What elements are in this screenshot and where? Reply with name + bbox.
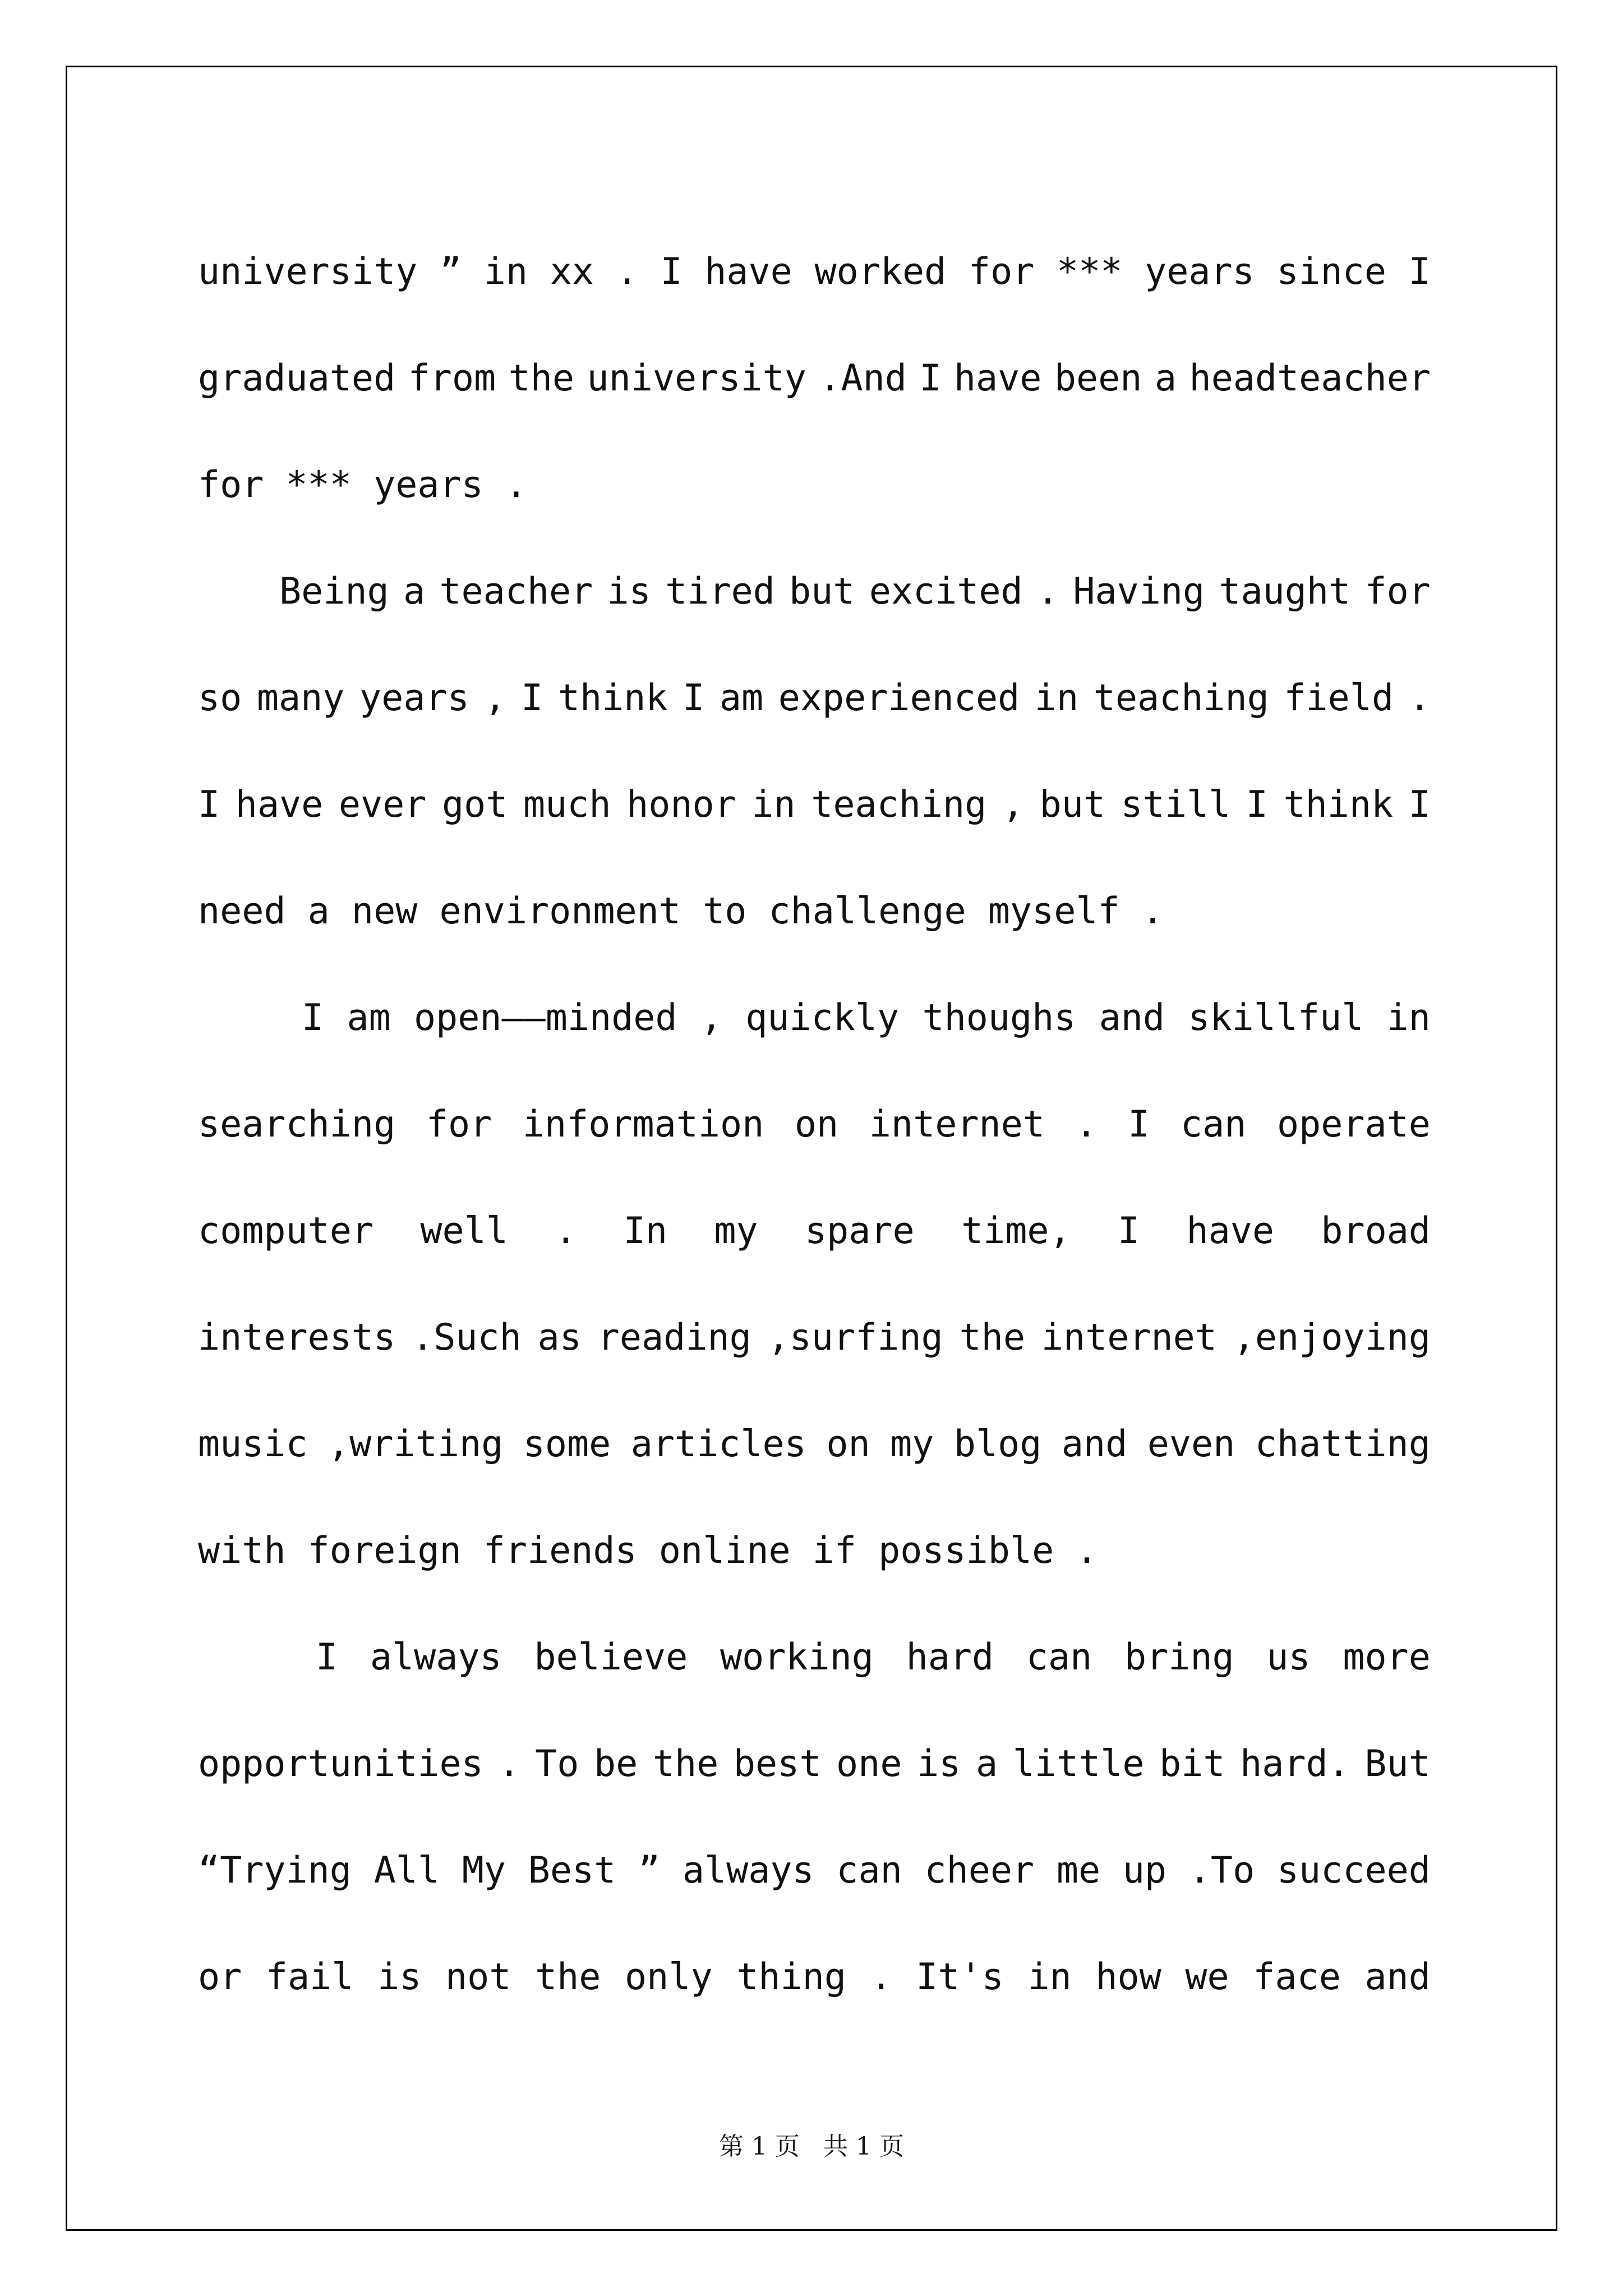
word: ,writing: [328, 1423, 504, 1465]
text-line: [198, 645, 1431, 752]
word: I: [1246, 784, 1268, 826]
word: ***: [1057, 251, 1123, 293]
word: on: [826, 1423, 870, 1465]
word: the: [535, 1956, 601, 1998]
word: the: [652, 1743, 719, 1785]
word: bit: [1159, 1743, 1225, 1785]
word: Having: [1073, 570, 1205, 613]
word: blog: [953, 1423, 1042, 1465]
word: years: [1145, 251, 1255, 293]
text-line: [198, 1711, 1431, 1818]
word: on: [794, 1103, 839, 1145]
text-line: [198, 858, 1431, 965]
word: in: [1034, 677, 1079, 719]
word: got: [441, 784, 508, 826]
word: in: [483, 251, 528, 293]
word: ,surfing: [767, 1317, 943, 1359]
word: from: [408, 357, 496, 399]
text-line: [198, 432, 1431, 539]
word: skillful: [1188, 997, 1364, 1039]
word: .And: [819, 357, 907, 399]
word: tired: [665, 570, 775, 613]
word: or: [198, 1956, 242, 1998]
word: teacher: [439, 570, 593, 613]
word: and: [1364, 1956, 1431, 1998]
text-line: [198, 965, 1431, 1071]
text-line: [198, 752, 1431, 858]
word: .: [1075, 1103, 1098, 1145]
word: up: [1122, 1849, 1167, 1892]
word: taught: [1219, 570, 1351, 613]
word: .: [1408, 677, 1431, 719]
word: .: [1036, 570, 1059, 613]
word: worked: [814, 251, 947, 293]
word: think: [557, 677, 668, 719]
word: I: [521, 677, 543, 719]
word: is: [607, 570, 651, 613]
word: I: [316, 1636, 338, 1678]
word: well: [420, 1210, 508, 1252]
word: I: [660, 251, 683, 293]
word: xx: [550, 251, 594, 293]
word: and: [1099, 997, 1165, 1039]
word: .Such: [412, 1317, 522, 1359]
word: But: [1364, 1743, 1431, 1785]
word: thoughs: [922, 997, 1076, 1039]
word: I: [1408, 784, 1431, 826]
word: have: [1186, 1210, 1274, 1252]
word: hard: [906, 1636, 994, 1678]
word: only: [625, 1956, 713, 1998]
word: working: [720, 1636, 874, 1678]
line-text: need a new environment to challenge myself .: [198, 890, 1164, 932]
word: think: [1283, 784, 1394, 826]
word: To: [535, 1743, 579, 1785]
word: Best: [528, 1849, 616, 1892]
word: my: [890, 1423, 934, 1465]
word: searching: [198, 1103, 396, 1145]
word: graduated: [198, 357, 396, 399]
word: the: [959, 1317, 1025, 1359]
word: in: [1386, 997, 1431, 1039]
word: information: [522, 1103, 764, 1145]
word: fail: [265, 1956, 354, 1998]
word: a: [403, 570, 426, 613]
word: face: [1253, 1956, 1341, 1998]
word: .: [616, 251, 638, 293]
word: is: [917, 1743, 961, 1785]
word: be: [593, 1743, 638, 1785]
word: .: [555, 1210, 577, 1252]
word: .: [498, 1743, 520, 1785]
word: but: [1039, 784, 1105, 826]
word: and: [1061, 1423, 1128, 1465]
word: broad: [1321, 1210, 1431, 1252]
line-text: for *** years .: [198, 464, 527, 506]
word: Being: [279, 570, 389, 613]
word: .: [870, 1956, 892, 1998]
word: All: [374, 1849, 440, 1892]
word: have: [704, 251, 792, 293]
word: in: [751, 784, 796, 826]
word: been: [1054, 357, 1142, 399]
word: university: [587, 357, 806, 399]
word: since: [1276, 251, 1387, 293]
word: can: [836, 1849, 902, 1892]
word: I: [919, 357, 942, 399]
word: .To: [1188, 1849, 1255, 1892]
word: ,: [700, 997, 722, 1039]
word: music: [198, 1423, 308, 1465]
word: I: [302, 997, 324, 1039]
text-line: [198, 1818, 1431, 1924]
word: how: [1095, 1956, 1161, 1998]
text-line: [198, 1178, 1431, 1285]
word: I: [198, 784, 220, 826]
word: interests: [198, 1317, 396, 1359]
word: little: [1012, 1743, 1145, 1785]
word: a: [975, 1743, 998, 1785]
word: am: [719, 677, 764, 719]
word: is: [377, 1956, 422, 1998]
word: for: [426, 1103, 492, 1145]
word: I: [1128, 1103, 1150, 1145]
word: cheer: [924, 1849, 1035, 1892]
word: many: [256, 677, 345, 719]
word: best: [733, 1743, 822, 1785]
word: headteacher: [1189, 357, 1431, 399]
word: for: [968, 251, 1035, 293]
word: succeed: [1276, 1849, 1431, 1892]
word: I: [683, 677, 705, 719]
text-line: [198, 1924, 1431, 2031]
page-number-footer: 第 1 页 共 1 页: [719, 2132, 904, 2161]
text-line: [198, 539, 1431, 645]
word: can: [1180, 1103, 1247, 1145]
word: in: [1027, 1956, 1072, 1998]
word: computer: [198, 1210, 374, 1252]
text-line: [198, 1071, 1431, 1178]
word: always: [370, 1636, 502, 1678]
word: field: [1284, 677, 1394, 719]
line-text: with foreign friends online if possible .: [198, 1530, 1098, 1572]
word: more: [1343, 1636, 1431, 1678]
word: spare: [804, 1210, 915, 1252]
word: my: [714, 1210, 758, 1252]
word: I: [1117, 1210, 1140, 1252]
word: me: [1056, 1849, 1101, 1892]
text-line: [198, 219, 1431, 325]
word: we: [1185, 1956, 1229, 1998]
word: opportunities: [198, 1743, 483, 1785]
word: a: [1154, 357, 1177, 399]
word: much: [523, 784, 611, 826]
word: as: [537, 1317, 582, 1359]
word: can: [1026, 1636, 1092, 1678]
word: one: [836, 1743, 902, 1785]
word: but: [789, 570, 855, 613]
text-line: [198, 1498, 1431, 1604]
word: believe: [534, 1636, 688, 1678]
word: university: [198, 251, 418, 293]
word: open——minded: [413, 997, 677, 1039]
word: us: [1266, 1636, 1311, 1678]
word: chatting: [1255, 1423, 1431, 1465]
word: operate: [1277, 1103, 1431, 1145]
word: am: [347, 997, 391, 1039]
word: experienced: [778, 677, 1020, 719]
word: have: [953, 357, 1042, 399]
word: for: [1364, 570, 1431, 613]
word: years: [359, 677, 469, 719]
word: ”: [440, 251, 462, 293]
word: In: [623, 1210, 668, 1252]
document-body: [198, 219, 1431, 2031]
word: articles: [630, 1423, 806, 1465]
word: ”: [638, 1849, 661, 1892]
word: teaching: [811, 784, 987, 826]
word: so: [198, 677, 242, 719]
word: It's: [916, 1956, 1004, 1998]
word: bring: [1124, 1636, 1234, 1678]
word: ever: [338, 784, 427, 826]
word: excited: [869, 570, 1023, 613]
text-line: [198, 325, 1431, 432]
word: “Trying: [198, 1849, 352, 1892]
word: hard.: [1240, 1743, 1350, 1785]
word: have: [235, 784, 324, 826]
word: ,: [1002, 784, 1024, 826]
word: still: [1121, 784, 1231, 826]
word: ,enjoying: [1233, 1317, 1431, 1359]
word: internet: [1041, 1317, 1217, 1359]
word: the: [508, 357, 575, 399]
word: ,: [484, 677, 506, 719]
word: thing: [736, 1956, 846, 1998]
word: internet: [869, 1103, 1045, 1145]
word: teaching: [1093, 677, 1269, 719]
word: not: [445, 1956, 511, 1998]
word: some: [523, 1423, 611, 1465]
word: reading: [597, 1317, 751, 1359]
word: time,: [961, 1210, 1071, 1252]
word: I: [1408, 251, 1431, 293]
text-line: [198, 1604, 1431, 1711]
word: honor: [626, 784, 736, 826]
word: My: [462, 1849, 506, 1892]
text-line: [198, 1285, 1431, 1391]
word: always: [682, 1849, 814, 1892]
text-line: [198, 1391, 1431, 1498]
word: quickly: [745, 997, 900, 1039]
word: even: [1147, 1423, 1235, 1465]
